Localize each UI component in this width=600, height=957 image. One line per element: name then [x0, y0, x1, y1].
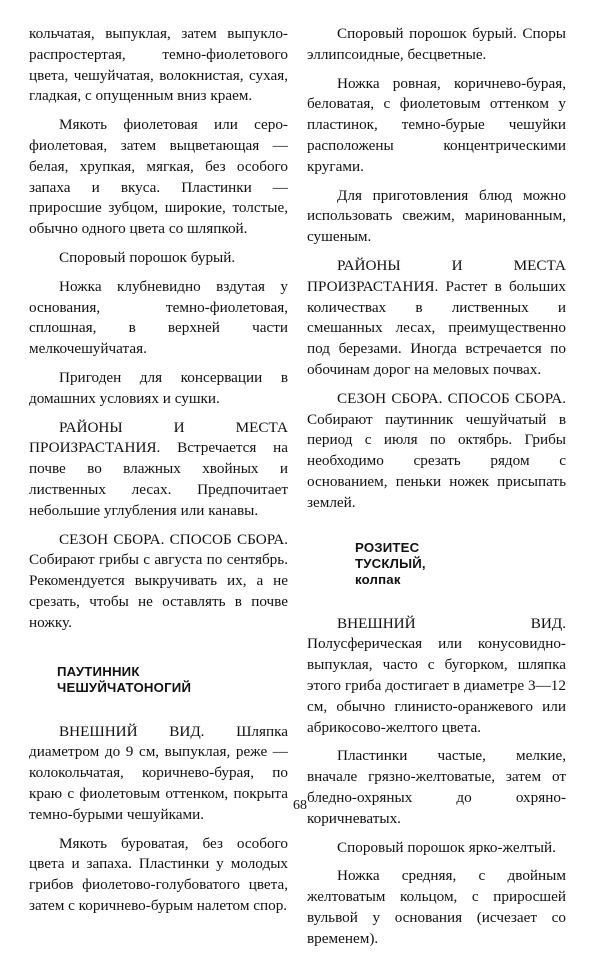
paragraph: РАЙОНЫ И МЕСТА ПРОИЗРАСТАНИЯ. Встречается на почве во влажных хвойных и лиственных лесах. Предпочитает небольшие углубления или канавы. — [29, 418, 288, 519]
paragraph: ВНЕШНИЙ ВИД. Шляпка диаметром до 9 см, выпуклая, реже — колокольчатая, коричнево-бурая, по краю с фиолетовым оттенком, покрыта темно-бурыми чешуйками. — [29, 722, 288, 823]
paragraph: Споровый порошок бурый. — [59, 248, 236, 266]
paragraph: Ножка клубневидно вздутая у основания, темно-фиолетовая, сплошная, в верхней части мелкочешуйчатая. — [29, 277, 288, 358]
left-column — [29, 24, 288, 925]
heading-line: колпак — [355, 571, 401, 587]
paragraph: РАЙОНЫ И МЕСТА ПРОИЗРАСТАНИЯ. Растет в больших количествах в лиственных и смешанных лесах, преимущественно под березами. Иногда встречается по обочинам дорог на меловых почвах. — [307, 256, 566, 378]
section-heading — [355, 540, 566, 588]
heading-line: ПАУТИННИК — [57, 663, 140, 679]
paragraph: Пригоден для консервации в домашних условиях и сушки. — [29, 368, 288, 407]
heading-line: ЧЕШУЙЧАТОНОГИЙ — [57, 679, 192, 695]
paragraph: Споровый порошок ярко-желтый. — [337, 838, 556, 856]
paragraph: Мякоть буроватая, без особого цвета и запаха. Пластинки у молодых грибов фиолетово-голубоватого цвета, затем с коричнево-бурым налетом спор. — [29, 834, 288, 914]
paragraph: ВНЕШНИЙ ВИД. Полусферическая или конусовидно-выпуклая, часто с бугорком, шляпка этого гриба достигает в диаметре 3—12 см, обычно глинисто-оранжевого или абрикосово-желтого цвета. — [307, 614, 566, 736]
paragraph: Споровый порошок бурый. Споры эллипсоидные, бесцветные. — [307, 25, 566, 63]
paragraph: Для приготовления блюд можно использовать свежим, маринованным, сушеным. — [307, 186, 566, 246]
right-column — [307, 24, 566, 957]
paragraph: кольчатая, выпуклая, затем выпукло-распростертая, темно-фиолетового цвета, чешуйчатая, волокнистая, сухая, гладкая, с опущенным вниз краем. — [29, 25, 288, 105]
section-heading — [57, 664, 288, 696]
page-number: 68 — [293, 798, 307, 813]
paragraph: Пластинки частые, мелкие, вначале грязно-желтоватые, затем от бледно-охряных до охряно-коричневатых. — [307, 747, 566, 827]
paragraph: СЕЗОН СБОРА. СПОСОБ СБОРА. Собирают паутинник чешуйчатый в период с июля по октябрь. Грибы необходимо срезать рядом с основанием, пеньки ножек присыпать землей. — [307, 389, 566, 511]
heading-line: ТУСКЛЫЙ, — [355, 555, 426, 571]
paragraph: Ножка ровная, коричнево-бурая, беловатая, с фиолетовым оттенком у пластинок, темно-бурые чешуйки расположены концентрическими кругами. — [307, 74, 566, 175]
paragraph: СЕЗОН СБОРА. СПОСОБ СБОРА. Собирают грибы с августа по сентябрь. Рекомендуется выкручивать их, а не срезать, чтобы не оставлять в почве ножку. — [29, 530, 288, 631]
heading-line: РОЗИТЕС — [355, 539, 420, 555]
paragraph: Мякоть фиолетовая или серо-фиолетовая, затем выцветающая — белая, хрупкая, мягкая, без особого запаха и вкуса. Пластинки — приросшие зубцом, широкие, толстые, обычно одного цвета со шляпкой. — [29, 116, 288, 238]
paragraph: Ножка средняя, с двойным желтоватым кольцом, с приросшей вульвой у основания (исчезает со временем). — [307, 867, 566, 947]
